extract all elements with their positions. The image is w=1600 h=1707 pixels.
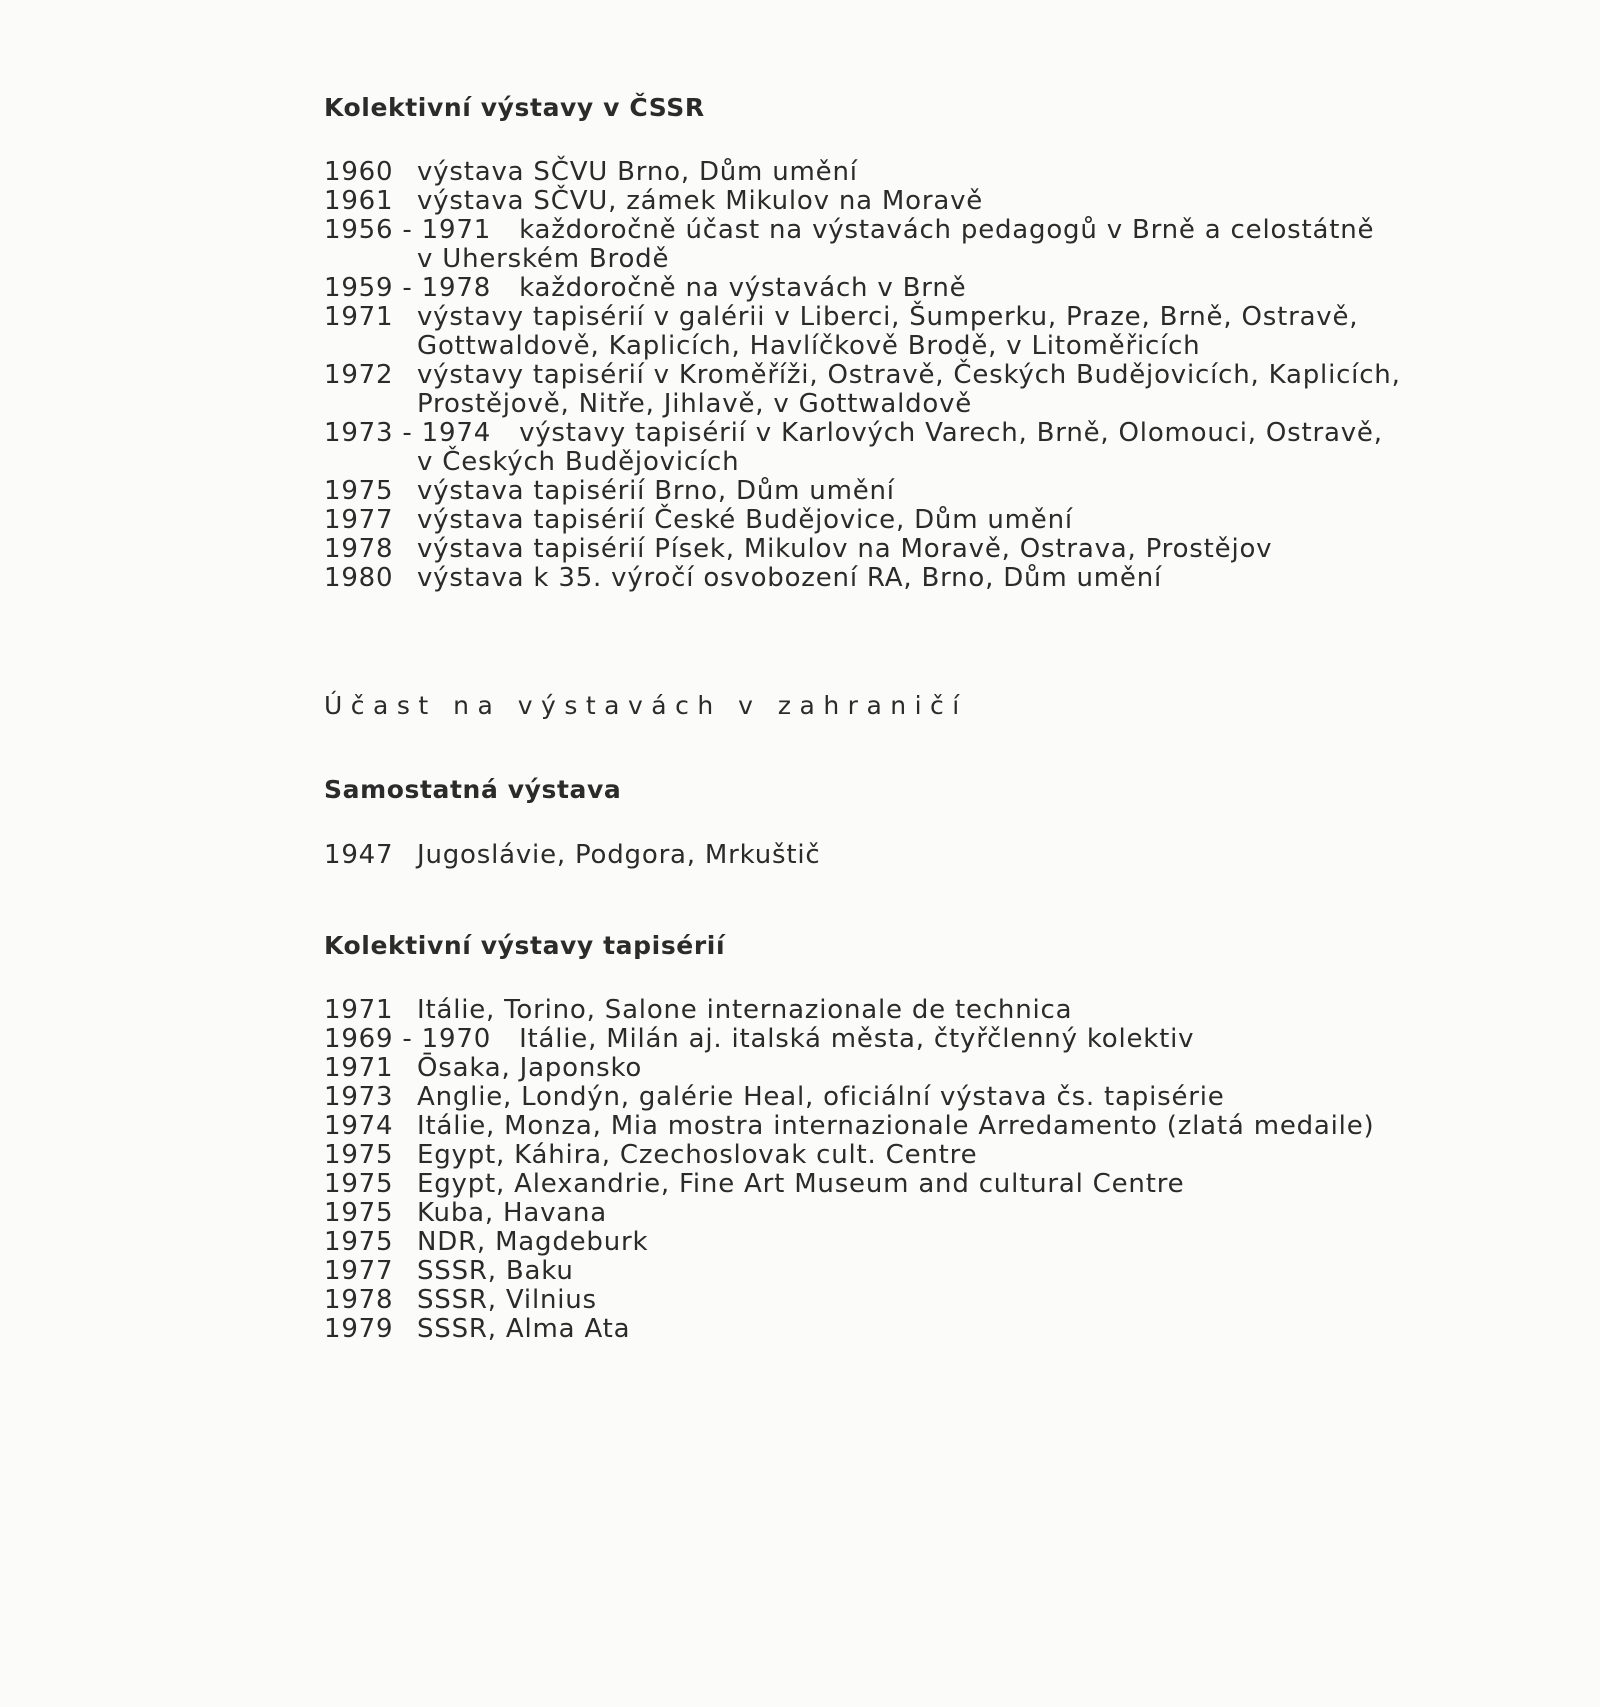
exhibition-entry [324, 361, 1464, 419]
entry-description: Kuba, Havana [417, 1198, 608, 1228]
entry-description: výstavy tapisérií v Kroměříži, Ostravě, Českých Budějovicích, Kaplicích, [417, 360, 1401, 390]
domestic-exhibitions-list [324, 158, 1464, 593]
entry-year: 1978 [324, 1285, 394, 1315]
exhibition-entry [324, 1257, 1464, 1286]
exhibition-entry [324, 1025, 1464, 1054]
entry-year: 1971 [324, 302, 394, 332]
entry-description: výstava tapisérií Brno, Dům umění [417, 476, 895, 506]
entry-description: výstava k 35. výročí osvobození RA, Brno, Dům umění [417, 563, 1163, 593]
exhibition-entry [324, 996, 1464, 1025]
exhibition-entry [324, 506, 1464, 535]
heading-solo-exhibition: Samostatná výstava [324, 775, 622, 804]
entry-description: Itálie, Monza, Mia mostra internazionale Arredamento (zlatá medaile) [417, 1111, 1375, 1141]
exhibition-entry [324, 1199, 1464, 1228]
entry-description: výstavy tapisérií v Karlových Varech, Brně, Olomouci, Ostravě, [519, 418, 1383, 448]
heading-domestic-collective-exhibitions: Kolektivní výstavy v ČSSR [324, 93, 705, 122]
exhibition-entry [324, 1083, 1464, 1112]
entry-description: výstava tapisérií České Budějovice, Dům umění [417, 505, 1073, 535]
entry-description: Egypt, Alexandrie, Fine Art Museum and cultural Centre [417, 1169, 1185, 1199]
exhibition-entry [324, 1141, 1464, 1170]
exhibition-entry [324, 1170, 1464, 1199]
exhibition-entry [324, 419, 1464, 477]
entry-year: 1956 - 1971 [324, 215, 492, 245]
entry-description: Itálie, Torino, Salone internazionale de technica [417, 995, 1073, 1025]
entry-year: 1978 [324, 534, 394, 564]
exhibition-entry [324, 477, 1464, 506]
entry-year: 1947 [324, 840, 394, 870]
exhibition-entry [324, 274, 1464, 303]
entry-year: 1977 [324, 505, 394, 535]
entry-description: SSSR, Vilnius [417, 1285, 597, 1315]
entry-year: 1977 [324, 1256, 394, 1286]
exhibition-entry [324, 1286, 1464, 1315]
entry-description-continuation: v Českých Budějovicích [417, 447, 740, 477]
entry-description: Itálie, Milán aj. italská města, čtyřčlenný kolektiv [519, 1024, 1195, 1054]
entry-description: výstava tapisérií Písek, Mikulov na Moravě, Ostrava, Prostějov [417, 534, 1273, 564]
entry-year: 1974 [324, 1111, 394, 1141]
entry-description-continuation: Prostějově, Nitře, Jihlavě, v Gottwaldově [417, 389, 973, 419]
entry-year: 1975 [324, 1169, 394, 1199]
entry-year: 1961 [324, 186, 394, 216]
exhibition-entry [324, 303, 1464, 361]
entry-description: Jugoslávie, Podgora, Mrkuštič [417, 840, 821, 870]
entry-year: 1960 [324, 157, 394, 187]
solo-exhibitions-list [324, 841, 1464, 870]
entry-year: 1972 [324, 360, 394, 390]
entry-description: výstava SČVU, zámek Mikulov na Moravě [417, 186, 984, 216]
entry-year: 1973 [324, 1082, 394, 1112]
entry-year: 1975 [324, 1140, 394, 1170]
exhibition-entry [324, 1112, 1464, 1141]
entry-year: 1973 - 1974 [324, 418, 492, 448]
entry-year: 1969 - 1970 [324, 1024, 492, 1054]
entry-description: SSSR, Baku [417, 1256, 574, 1286]
entry-description: NDR, Magdeburk [417, 1227, 649, 1257]
tapestry-exhibitions-list [324, 996, 1464, 1344]
entry-year: 1971 [324, 1053, 394, 1083]
entry-year: 1975 [324, 1198, 394, 1228]
entry-year: 1979 [324, 1314, 394, 1344]
entry-description: každoročně účast na výstavách pedagogů v Brně a celostátně [519, 215, 1375, 245]
exhibition-entry [324, 1228, 1464, 1257]
entry-year: 1975 [324, 1227, 394, 1257]
entry-description: SSSR, Alma Ata [417, 1314, 631, 1344]
entry-description-continuation: v Uherském Brodě [417, 244, 670, 274]
entry-year: 1975 [324, 476, 394, 506]
entry-year: 1959 - 1978 [324, 273, 492, 303]
entry-description: Egypt, Káhira, Czechoslovak cult. Centre [417, 1140, 978, 1170]
exhibition-entry [324, 1315, 1464, 1344]
entry-description-continuation: Gottwaldově, Kaplicích, Havlíčkově Brodě, v Litoměřicích [417, 331, 1201, 361]
entry-description: každoročně na výstavách v Brně [519, 273, 967, 303]
entry-description: Ōsaka, Japonsko [417, 1053, 643, 1083]
exhibition-entry [324, 187, 1464, 216]
exhibition-entry [324, 216, 1464, 274]
exhibition-entry [324, 535, 1464, 564]
entry-description: výstava SČVU Brno, Dům umění [417, 157, 858, 187]
exhibition-entry [324, 841, 1464, 870]
entry-description: výstavy tapisérií v galérii v Liberci, Šumperku, Praze, Brně, Ostravě, [417, 302, 1359, 332]
entry-year: 1980 [324, 563, 394, 593]
entry-description: Anglie, Londýn, galérie Heal, oficiální výstava čs. tapisérie [417, 1082, 1225, 1112]
exhibition-entry [324, 564, 1464, 593]
heading-exhibitions-abroad: Účast na výstavách v zahraničí [324, 691, 968, 720]
exhibition-entry [324, 1054, 1464, 1083]
entry-year: 1971 [324, 995, 394, 1025]
exhibition-entry [324, 158, 1464, 187]
heading-collective-tapestry-exhibitions: Kolektivní výstavy tapisérií [324, 931, 726, 960]
